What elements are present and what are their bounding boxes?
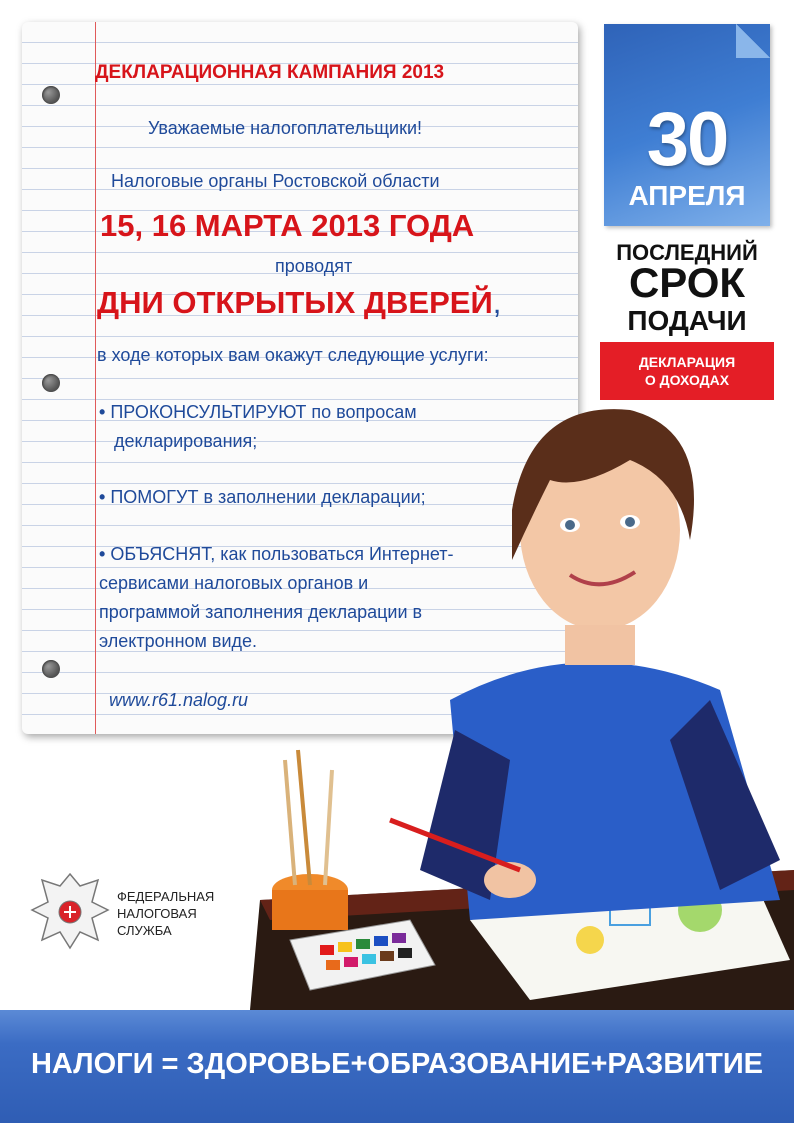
fns-name: ФЕДЕРАЛЬНАЯ НАЛОГОВАЯ СЛУЖБА [117, 889, 215, 938]
calendar-badge [604, 24, 770, 226]
greeting: Уважаемые налогоплательщики! [148, 118, 423, 138]
bullet-icon: • [99, 544, 106, 564]
deadline-line-3: ПОДАЧИ [627, 305, 747, 336]
binder-hole [42, 374, 60, 392]
declaration-badge-line-1: ДЕКЛАРАЦИЯ [638, 354, 736, 370]
paint-brush [298, 750, 310, 885]
drawn-sun [576, 926, 604, 954]
declaration-badge [600, 342, 774, 400]
emblem-icon [28, 868, 112, 954]
child-neck [565, 625, 635, 665]
service-item-3-line-2: сервисами налоговых органов и [99, 573, 369, 593]
service-item-1-line-1: • ПРОКОНСУЛЬТИРУЮТ по вопросам [99, 402, 417, 422]
campaign-heading: ДЕКЛАРАЦИОННАЯ КАМПАНИЯ 2013 [95, 62, 445, 83]
page-fold [736, 24, 770, 58]
event-title [97, 285, 501, 321]
margin-line [95, 22, 96, 734]
slogan-banner [0, 1010, 794, 1123]
child-drawing-illustration [250, 400, 794, 1010]
event-dates: 15, 16 МАРТА 2013 ГОДА [100, 208, 475, 243]
services-intro: в ходе которых вам окажут следующие услуги: [97, 345, 489, 365]
event-comma: , [492, 285, 502, 320]
website-link[interactable]: www.r61.nalog.ru [109, 690, 249, 710]
deadline-line-1: ПОСЛЕДНИЙ [616, 240, 758, 265]
bullet-icon: • [99, 487, 106, 507]
deadline-month: АПРЕЛЯ [628, 180, 746, 211]
service-item-3-line-4: электронном виде. [99, 631, 258, 651]
declaration-badge-line-2: О ДОХОДАХ [644, 372, 730, 388]
slogan-text: НАЛОГИ = ЗДОРОВЬЕ+ОБРАЗОВАНИЕ+РАЗВИТИЕ [30, 1048, 764, 1080]
service-item-3-line-1: • ОБЪЯСНЯТ, как пользоваться Интернет- [99, 544, 454, 564]
water-cup-body [272, 890, 348, 930]
binder-hole [42, 86, 60, 104]
intro-text: Налоговые органы Ростовской области [111, 171, 440, 191]
binder-hole [42, 660, 60, 678]
paint-brush [325, 770, 332, 885]
bullet-icon: • [99, 402, 106, 422]
paint-brush [285, 760, 295, 885]
service-item-3-line-3: программой заполнения декларации в [99, 602, 423, 622]
verb-text: проводят [275, 256, 353, 276]
deadline-line-2: СРОК [628, 259, 746, 306]
fns-logo [28, 868, 228, 958]
deadline-day: 30 [646, 97, 728, 182]
service-item-2-line-1: • ПОМОГУТ в заполнении декларации; [99, 487, 426, 507]
event-name: ДНИ ОТКРЫТЫХ ДВЕРЕЙ [97, 285, 493, 320]
service-item-1-line-2: декларирования; [114, 431, 258, 451]
